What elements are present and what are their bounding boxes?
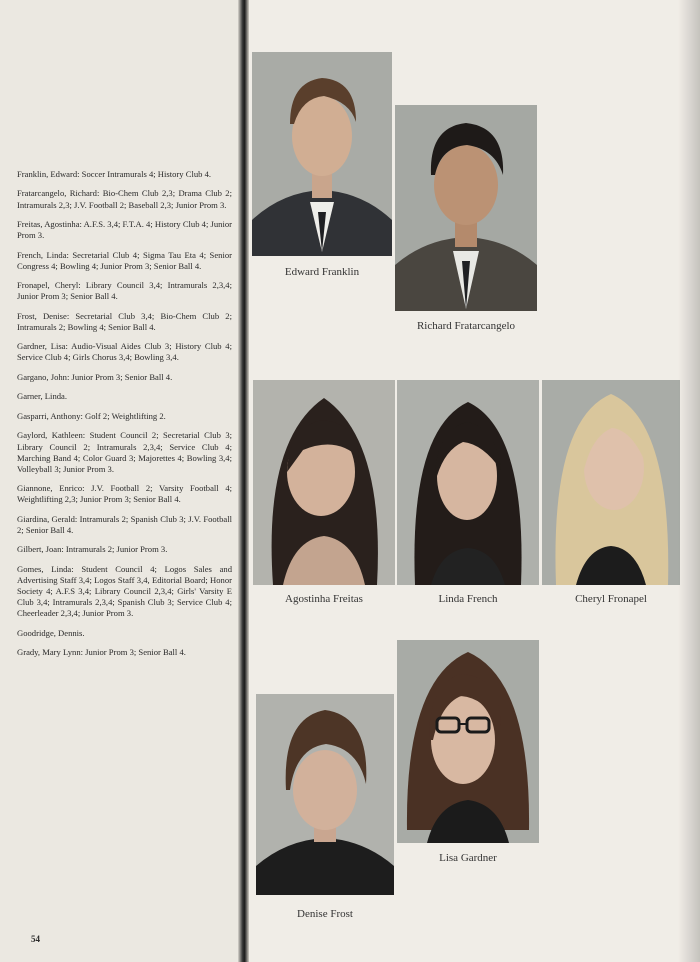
activity-entry: French, Linda: Secretarial Club 4; Sigma Tau Eta 4; Senior Congress 4; Bowling 4; Junior Prom 3; Senior Ball 4. <box>17 249 232 271</box>
portrait-caption: Agostinha Freitas <box>285 593 363 605</box>
page-gutter <box>238 0 249 962</box>
activity-entry: Franklin, Edward: Soccer Intramurals 4; History Club 4. <box>17 169 212 179</box>
portrait-photo <box>397 640 539 843</box>
activity-entry: Grady, Mary Lynn: Junior Prom 3; Senior Ball 4. <box>17 647 186 658</box>
portrait-caption: Edward Franklin <box>284 266 360 278</box>
activity-entry: Goodridge, Dennis. <box>17 627 85 638</box>
activity-entry: Giannone, Enrico: J.V. Football 2; Varsity Football 4; Weightlifting 2,3; Junior Prom 3; Senior Ball 4. <box>17 483 232 505</box>
activity-entry: Frost, Denise: Secretarial Club 3,4; Bio-Chem Club 2; Intramurals 2; Bowling 4; Senior Ball 4. <box>17 310 232 332</box>
activity-entry: Gasparri, Anthony: Golf 2; Weightlifting 2. <box>17 410 166 421</box>
portrait-photo <box>395 105 537 311</box>
activity-entry: Freitas, Agostinha: A.F.S. 3,4; F.T.A. 4; History Club 4; Junior Prom 3. <box>17 219 232 241</box>
portrait-photo <box>253 380 395 585</box>
activity-entry: Gomes, Linda: Student Council 4; Logos Sales and Advertising Staff 3,4; Logos Staff 3,4, Editorial Board; Honor Society 4; A.F.S 3,4; Library Council 2,3,4; Girls' Varsity E Club 3,4; Intramurals 2,3,4; Spanish Club 3; Service Club 4; Cheerleader 2,3,4; Junior Prom 3. <box>17 563 232 619</box>
portrait-caption: Linda French <box>438 593 498 605</box>
portrait-caption: Richard Fratarcangelo <box>416 320 516 332</box>
portrait-caption: Cheryl Fronapel <box>575 593 647 605</box>
activity-entry: Gilbert, Joan: Intramurals 2; Junior Prom 3. <box>17 544 168 555</box>
activity-entry: Gardner, Lisa: Audio-Visual Aides Club 3; History Club 4; Service Club 4; Girls Chorus 3,4; Bowling 3,4. <box>17 341 232 363</box>
portrait-photo <box>542 380 680 585</box>
activity-entry: Giardina, Gerald: Intramurals 2; Spanish Club 3; J.V. Football 2; Senior Ball 4. <box>17 513 232 535</box>
activity-list <box>17 169 232 667</box>
portrait-photo <box>252 52 392 256</box>
portrait-caption: Lisa Gardner <box>439 852 497 864</box>
activity-entry: Gaylord, Kathleen: Student Council 2; Secretarial Club 3; Library Council 2; Intramurals 2,3,4; Service Club 4; Marching Band 4; Color Guard 3; Majorettes 4; Bowling 3,4; Volleyball 3; Junior Prom 3. <box>17 430 232 474</box>
page-number: 54 <box>31 934 40 944</box>
activity-entry: Fratarcangelo, Richard: Bio-Chem Club 2,3; Drama Club 2; Intramurals 2,3; J.V. Football 2; Baseball 2,3; Junior Prom 3. <box>17 188 232 210</box>
activity-entry: Garner, Linda. <box>17 391 68 402</box>
portrait-photo <box>256 694 394 895</box>
activity-entry: Fronapel, Cheryl: Library Council 3,4; Intramurals 2,3,4; Junior Prom 3; Senior Ball 4. <box>17 280 232 302</box>
portrait-caption: Denise Frost <box>297 908 353 920</box>
portrait-photo <box>397 380 539 585</box>
activity-entry: Gargano, John: Junior Prom 3; Senior Ball 4. <box>17 371 173 382</box>
